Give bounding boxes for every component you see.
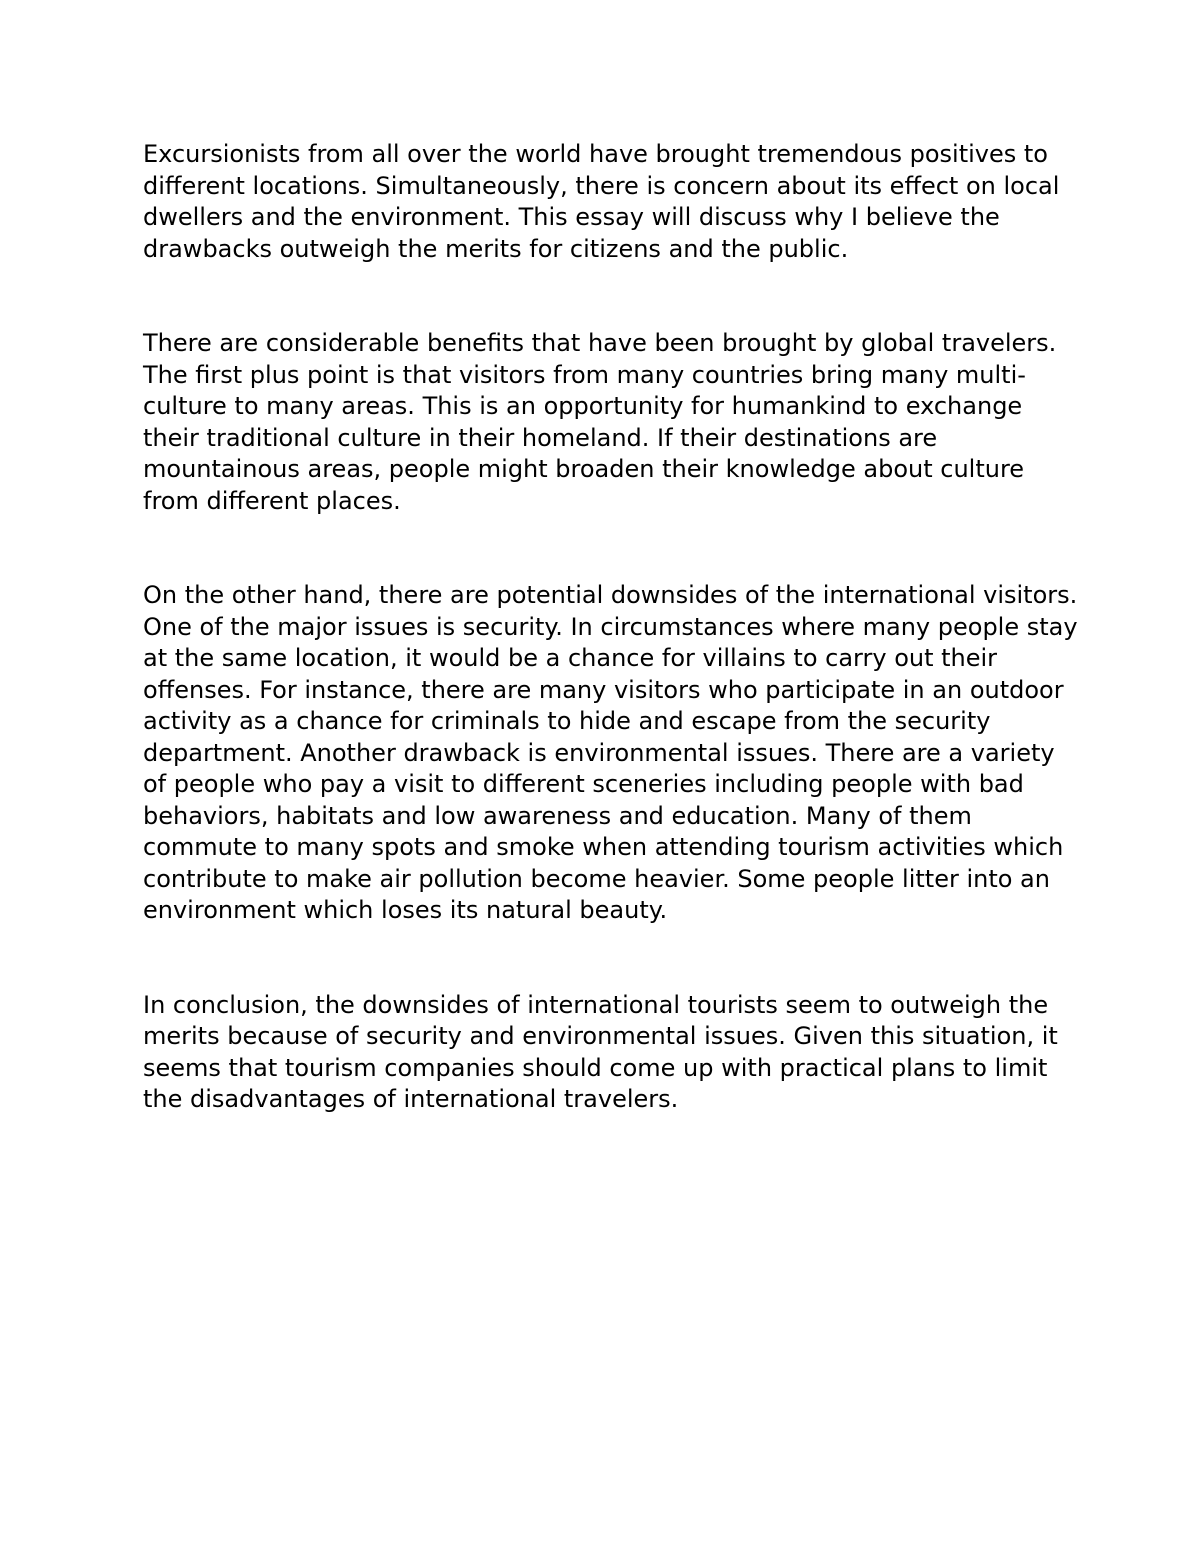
text-line: dwellers and the environment. This essay will discuss why I believe the (143, 203, 1000, 231)
text-line: commute to many spots and smoke when attending tourism activities which (143, 833, 1064, 861)
text-line: mountainous areas, people might broaden their knowledge about culture (143, 455, 1025, 483)
text-line: different locations. Simultaneously, there is concern about its effect on local (143, 171, 1060, 200)
text-line: culture to many areas. This is an opportunity for humankind to exchange (143, 392, 1023, 420)
text-line: One of the major issues is security. In circumstances where many people stay (143, 612, 1078, 641)
paragraph-introduction (143, 139, 1073, 265)
text-line: of people who pay a visit to different sceneries including people with bad (143, 770, 1024, 798)
text-line: from different places. (143, 486, 401, 515)
text-line: department. Another drawback is environmental issues. There are a variety (143, 738, 1055, 767)
text-line: activity as a chance for criminals to hide and escape from the security (143, 707, 991, 735)
text-line: their traditional culture in their homeland. If their destinations are (143, 423, 938, 452)
text-line: offenses. For instance, there are many visitors who participate in an outdoor (143, 675, 1064, 704)
text-line: Excursionists from all over the world have brought tremendous positives to (143, 140, 1048, 168)
paragraph-conclusion (143, 990, 1073, 1116)
text-line: at the same location, it would be a chance for villains to carry out their (143, 644, 998, 672)
text-line: The first plus point is that visitors from many countries bring many multi- (143, 360, 1026, 389)
paragraph-benefits (143, 328, 1073, 517)
essay-body (143, 139, 1078, 1116)
text-line: There are considerable benefits that have been brought by global travelers. (143, 329, 1057, 357)
text-line: contribute to make air pollution become heavier. Some people litter into an (143, 864, 1050, 893)
paragraph-downsides (143, 580, 1078, 927)
text-line: drawbacks outweigh the merits for citizens and the public. (143, 234, 849, 263)
text-line: behaviors, habitats and low awareness and education. Many of them (143, 801, 972, 830)
text-line: environment which loses its natural beauty. (143, 896, 668, 924)
text-line: seems that tourism companies should come up with practical plans to limit (143, 1053, 1048, 1082)
text-line: the disadvantages of international travelers. (143, 1085, 679, 1113)
text-line: In conclusion, the downsides of international tourists seem to outweigh the (143, 990, 1049, 1019)
text-line: merits because of security and environmental issues. Given this situation, it (143, 1022, 1058, 1050)
text-line: On the other hand, there are potential downsides of the international visitors. (143, 581, 1078, 609)
